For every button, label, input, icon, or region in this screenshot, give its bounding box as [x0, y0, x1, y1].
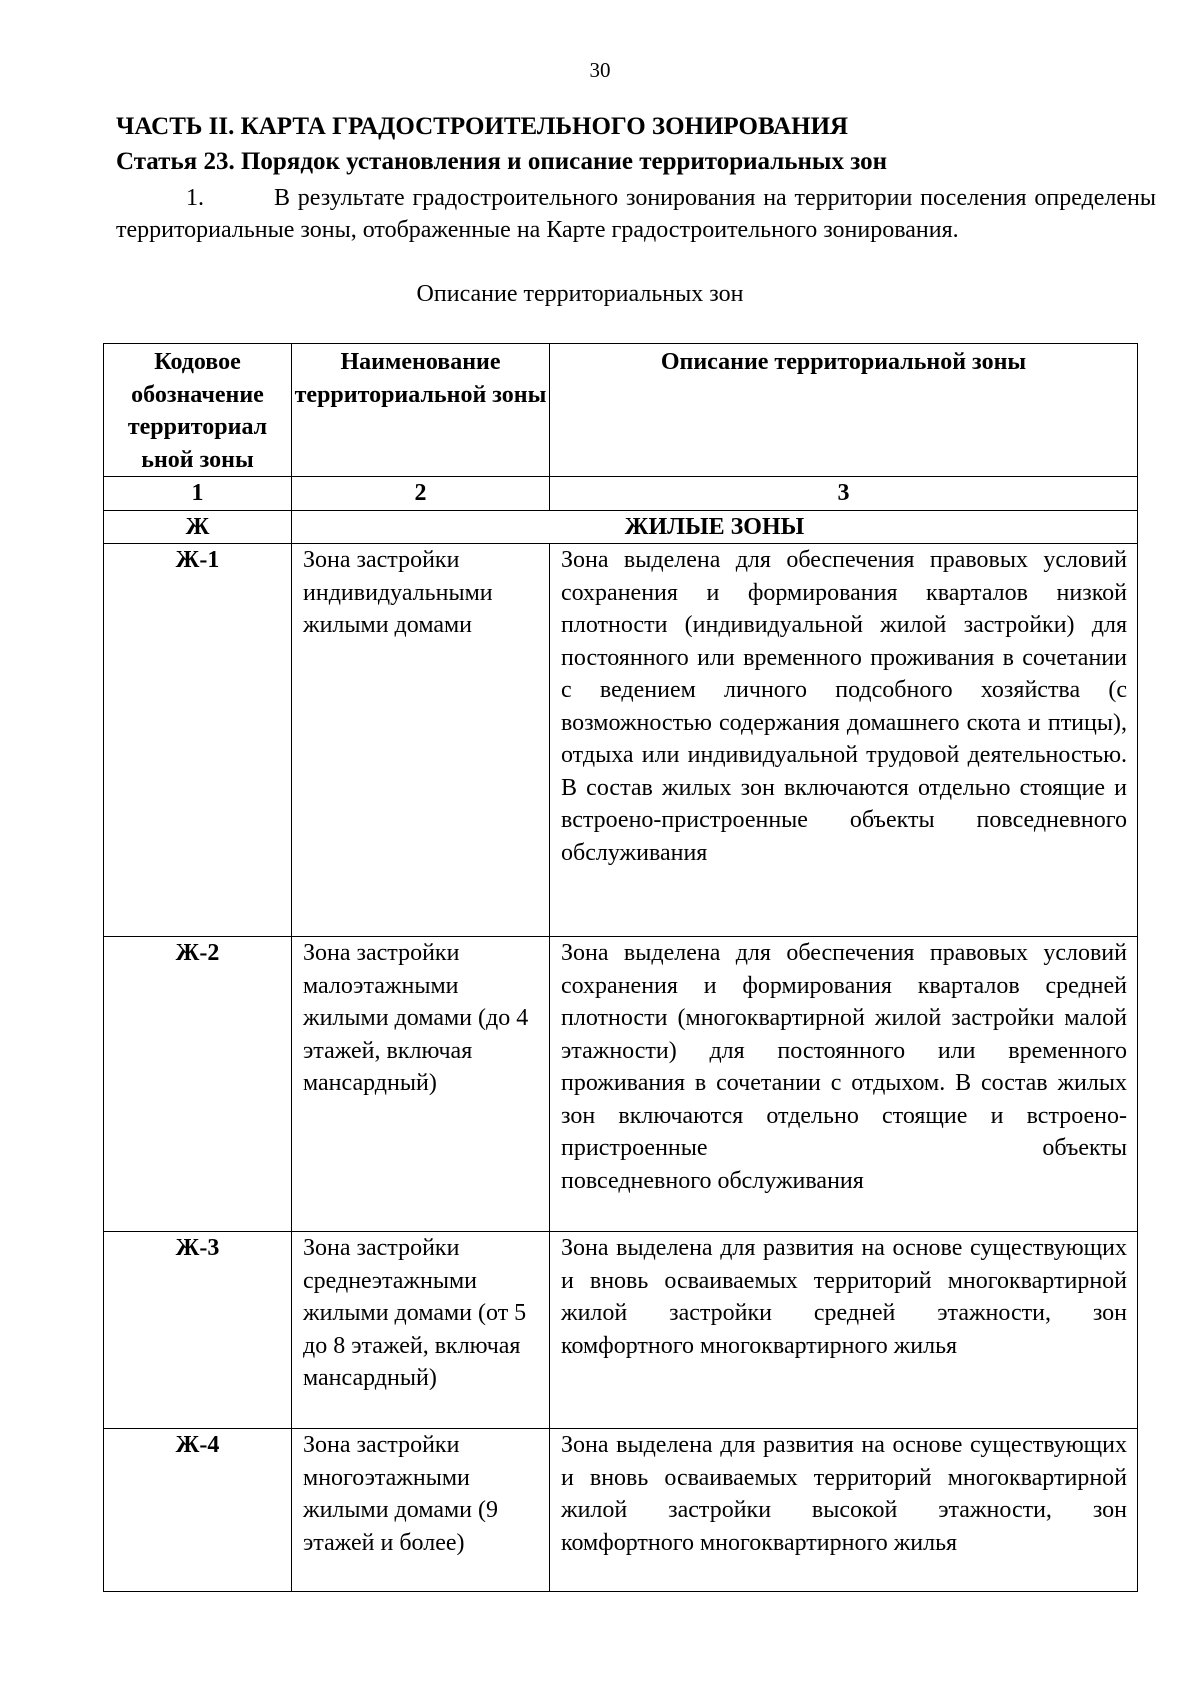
paragraph-text: В результате градостроительного зонирования на территории поселения определены территориальные зоны, отображенные на Карте градостроительного зонирования.: [116, 185, 1156, 243]
part-title: ЧАСТЬ II. КАРТА ГРАДОСТРОИТЕЛЬНОГО ЗОНИРОВАНИЯ: [116, 113, 849, 140]
header-name: Наименование территориальной зоны: [292, 344, 550, 477]
article-title: Статья 23. Порядок установления и описание территориальных зон: [116, 148, 887, 175]
table-caption: Описание территориальных зон: [416, 281, 744, 307]
zone-description-end: комфортного многоквартирного жилья: [561, 1332, 958, 1359]
header-description: Описание территориальной зоны: [550, 344, 1138, 477]
zone-description: [550, 937, 1138, 1232]
zone-description-text: Зона выделена для развития на основе существующих и вновь осваиваемых территорий многоквартирной жилой застройки высокой этажности, зон: [561, 1432, 1127, 1523]
table-row: [104, 1429, 1138, 1592]
paragraph: [116, 182, 1156, 246]
table-row: [104, 937, 1138, 1232]
zone-name: Зона застройки малоэтажными жилыми домами (до 4 этажей, включая мансардный): [292, 937, 550, 1232]
zone-description-text: Зона выделена для обеспечения правовых условий сохранения и формирования кварталов низкой плотности (индивидуальной жилой застройки) для постоянного или временного проживания в сочетании с ведением личного подсобного хозяйства (с возможностью содержания домашнего скота и птицы), отдыха или индивидуальной трудовой деятельностью. В состав жилых зон включаются отдельно стоящие и встроено-пристроенные объекты повседневного: [561, 547, 1127, 833]
zone-name: Зона застройки индивидуальными жилыми домами: [292, 544, 550, 937]
zone-name: Зона застройки многоэтажными жилыми домами (9 этажей и более): [292, 1429, 550, 1592]
table-row: [104, 1232, 1138, 1429]
zone-code: Ж-1: [104, 544, 292, 937]
column-number: 1: [104, 477, 292, 511]
header-code: Кодовое обозначение территориал ьной зоны: [104, 344, 292, 477]
zone-description-end: повседневного обслуживания: [561, 1167, 864, 1194]
zone-description-end: комфортного многоквартирного жилья: [561, 1529, 958, 1556]
column-number: 3: [550, 477, 1138, 511]
page-number: 30: [589, 58, 611, 82]
column-number: 2: [292, 477, 550, 511]
table-row: [104, 544, 1138, 937]
zone-code: Ж-2: [104, 937, 292, 1232]
paragraph-number: 1.: [186, 185, 204, 211]
zone-description-text: Зона выделена для развития на основе существующих и вновь осваиваемых территорий многоквартирной жилой застройки средней этажности, зон: [561, 1235, 1127, 1326]
zone-code: Ж-4: [104, 1429, 292, 1592]
column-number-row: [104, 477, 1138, 511]
zone-name: Зона застройки среднеэтажными жилыми домами (от 5 до 8 этажей, включая мансардный): [292, 1232, 550, 1429]
table-header-row: [104, 344, 1138, 477]
zone-description: [550, 1232, 1138, 1429]
group-code: Ж: [104, 510, 292, 544]
group-row: [104, 510, 1138, 544]
zone-description: [550, 1429, 1138, 1592]
zone-description-text: Зона выделена для обеспечения правовых условий сохранения и формирования кварталов средней плотности (многоквартирной жилой застройки малой этажности) для постоянного или временного проживания в сочетании с отдыхом. В состав жилых зон включаются отдельно стоящие и встроено-пристроенные объекты: [561, 940, 1127, 1161]
zone-description: [550, 544, 1138, 937]
zone-code: Ж-3: [104, 1232, 292, 1429]
zones-table: [103, 343, 1138, 1592]
group-name: ЖИЛЫЕ ЗОНЫ: [292, 510, 1138, 544]
zone-description-end: обслуживания: [561, 839, 708, 866]
